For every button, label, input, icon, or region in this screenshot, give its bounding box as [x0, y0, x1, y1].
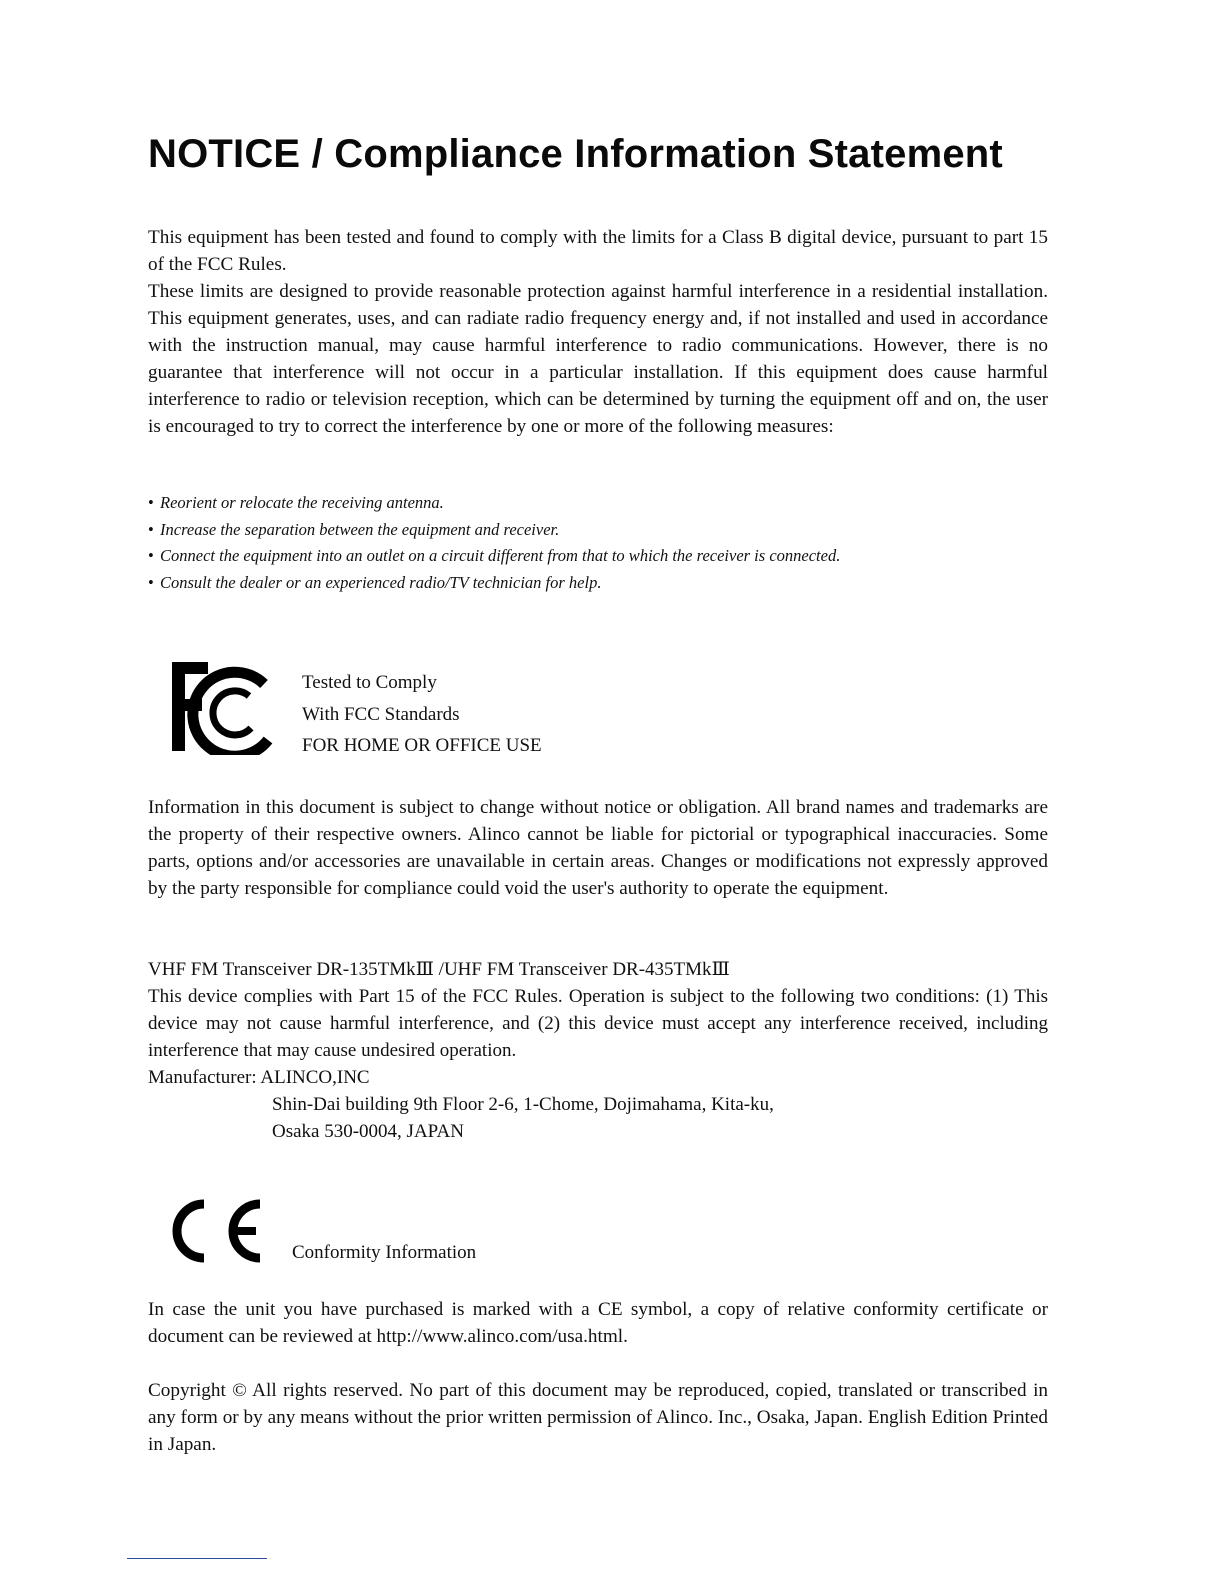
measure-item: • Reorient or relocate the receiving antenna. [148, 490, 908, 517]
measure-item: • Increase the separation between the equipment and receiver. [148, 517, 908, 544]
fcc-compliance-badge [302, 667, 542, 762]
fcc-class-b-paragraph: This equipment has been tested and found to comply with the limits for a Class B digital device, pursuant to part 15 of the FCC Rules. [148, 227, 1048, 275]
fcc-interference-paragraph: These limits are designed to provide reasonable protection against harmful interference in a residential installation. This equipment generates, uses, and can radiate radio frequency energy and, if not installed and used in accordance with the instruction manual, may cause harmful interference to radio communications. However, there is no guarantee that interference will not occur in a particular installation. If this equipment does cause harmful interference to radio or television reception, which can be determined by turning the equipment off and on, the user is encouraged to try to correct the interference by one or more of the following measures: [148, 281, 1048, 437]
fcc-badge-line: FOR HOME OR OFFICE USE [302, 735, 542, 756]
part15-conditions: This device complies with Part 15 of the FCC Rules. Operation is subject to the following two conditions: (1) This device may not cause harmful interference, and (2) this device must accept any interference received, including interference that may cause undesired operation. [148, 986, 1048, 1061]
copyright-paragraph: Copyright © All rights reserved. No part of this document may be reproduced, copied, translated or transcribed in any form or by any means without the prior written permission of Alinco. Inc., Osaka, Japan. English Edition Printed in Japan. [148, 1380, 1048, 1455]
manufacturer-address-line: Osaka 530-0004, JAPAN [272, 1121, 464, 1142]
ce-conformity-paragraph: In case the unit you have purchased is marked with a CE symbol, a copy of relative conformity certificate or document can be reviewed at http://www.alinco.com/usa.html. [148, 1299, 1048, 1347]
product-models: VHF FM Transceiver DR-135TMkⅢ /UHF FM Transceiver DR-435TMkⅢ [148, 959, 730, 980]
conformity-label: Conformity Information [292, 1242, 477, 1263]
fcc-logo-icon [172, 660, 282, 755]
product-compliance-block [148, 956, 1048, 1145]
measure-item: • Consult the dealer or an experienced radio/TV technician for help. [148, 570, 908, 597]
fcc-badge-line: Tested to Comply [302, 672, 437, 693]
fcc-badge-line: With FCC Standards [302, 703, 460, 725]
disclaimer-paragraph: Information in this document is subject to change without notice or obligation. All brand names and trademarks are the property of their respective owners. Alinco cannot be liable for pictorial or typographical inaccuracies. Some parts, options and/or accessories are unavailable in certain areas. Changes or modifications not expressly approved by the party responsible for compliance could void the user's authority to operate the equipment. [148, 797, 1048, 899]
measure-item: • Connect the equipment into an outlet on a circuit different from that to which the receiver is connected. [148, 543, 908, 570]
ce-mark-icon [168, 1196, 268, 1266]
manufacturer-address-line: Shin-Dai building 9th Floor 2-6, 1-Chome, Dojimahama, Kita-ku, [272, 1094, 774, 1115]
footer-rule [127, 1558, 267, 1559]
page-title: NOTICE / Compliance Information Statement [148, 132, 1003, 176]
manufacturer-label: Manufacturer: ALINCO,INC [148, 1067, 370, 1088]
interference-measures-list [148, 490, 908, 596]
